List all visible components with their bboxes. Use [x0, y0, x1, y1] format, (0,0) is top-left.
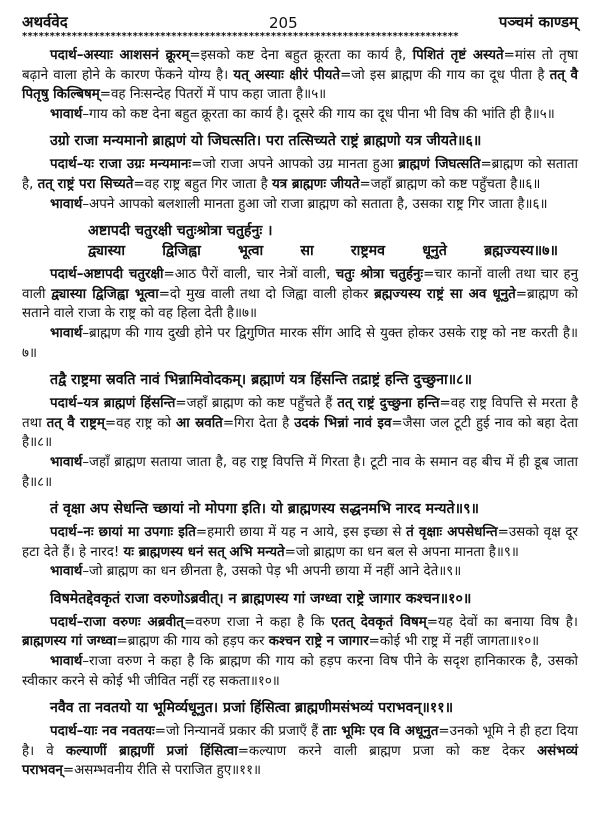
- explanation: =हमारी छाया में यह न आये, इस इच्छा से: [195, 525, 407, 541]
- verse: [50, 589, 578, 609]
- explanation: =जैसा जल टूटी हुई नाव को बहा देता है॥८॥: [22, 415, 579, 451]
- term: एतत् देवकृतं विषम्: [331, 614, 427, 630]
- paragraph: [22, 155, 578, 194]
- term: भावार्थ: [50, 325, 83, 341]
- verse-line: द्व्यास्या द्विजिह्वा भूत्वा सा राष्ट्रमव धूनुते ब्रह्मज्यस्य॥७॥: [88, 243, 558, 260]
- term: तं वृक्षाः अपसेधन्ति: [406, 525, 498, 541]
- explanation: =ब्राह्मण को सताने वाले राजा के राष्ट्र को वह हिला देती है॥७॥: [22, 286, 579, 322]
- explanation: =ब्राह्मण की गाय को हड़प कर: [116, 634, 269, 650]
- explanation: –गाय को कष्ट देना बहुत क्रूरता का कार्य है। दूसरे की गाय का दूध पीना भी विष की भांति ही है॥५॥: [82, 106, 555, 122]
- paragraph: [22, 722, 578, 781]
- term: द्व्यास्या द्विजिह्वा भूत्वा: [51, 286, 159, 302]
- paragraph: [22, 562, 578, 582]
- term: ब्रह्मज्यस्य राष्ट्रं सा अव धूनुते: [374, 286, 516, 302]
- explanation: =इसको कष्ट देना बहुत क्रूरता का कार्य है,: [189, 48, 413, 63]
- verse: [50, 698, 578, 718]
- explanation: =उनको भूमि ने ही हटा दिया है। वे: [22, 724, 579, 759]
- explanation: =जो इस ब्राह्मण की गाय का दूध पीता है: [340, 67, 550, 83]
- term: पदार्थ–याः नव नवतयः: [50, 724, 155, 740]
- term: यः ब्राह्मणस्य धनं सत् अभि मन्यते: [123, 544, 285, 560]
- page-header: [22, 12, 578, 32]
- explanation: –राजा वरुण ने कहा है कि ब्राह्मण की गाय को हड़प करना विष पीने के सदृश हानिकारक है, उसको स्वीकार करने से कोई भी जीवित नहीं रह सकता॥१०॥: [22, 654, 578, 689]
- term: उदकं भिन्नां नावं इव: [294, 415, 392, 431]
- term: पिशितं तृष्टं अस्यते: [412, 48, 504, 63]
- explanation: =उसको वृक्ष दूर हटा देते हैं। हे नारद!: [22, 525, 578, 560]
- explanation: =मांस तो तृषा बढ़ाने वाला होने के कारण फेंकने योग्य है।: [22, 48, 579, 83]
- explanation: =जो निन्यानवें प्रकार की प्रजाएँ हैं: [154, 724, 323, 740]
- term: भावार्थ: [50, 564, 83, 580]
- explanation: =वह निःसन्देह पितरों में पाप कहा जाता है॥५॥: [99, 87, 327, 103]
- verse-line: अष्टापदी चतुरक्षी चतुःश्रोत्रा चतुर्हनुः ।: [88, 223, 273, 240]
- book-title: अथर्ववेद: [22, 13, 68, 31]
- term: पदार्थ–नः छायां मा उपगाः इति: [50, 525, 196, 541]
- explanation: =वरुण राजा ने कहा है कि: [183, 614, 332, 630]
- explanation: =जो ब्राह्मण का धन बल से अपना मानता है॥९॥: [284, 544, 519, 560]
- explanation: =दो मुख वाली तथा दो जिह्वा वाली होकर: [158, 286, 375, 302]
- verse-line: तद्वै राष्ट्रमा स्रवति नावं भिन्नामिवोदकम्। ब्रह्माणं यत्र हिंसन्ति तद्राष्ट्रं हन्ति दुच्छुना॥८॥: [50, 372, 473, 389]
- explanation: –अपने आपको बलशाली मानता हुआ जो राजा ब्राह्मण को सताता है, उसका राष्ट्र गिर जाता है॥६॥: [82, 196, 548, 212]
- term: तत् राष्ट्रं दुच्छुना हन्ति: [337, 396, 440, 412]
- paragraph: [22, 652, 578, 691]
- explanation: –जो ब्राह्मण का धन छीनता है, उसको पेड़ भी अपनी छाया में नहीं आने देते॥९॥: [82, 564, 462, 580]
- explanation: =यह देवों का बनाया विष है।: [426, 614, 578, 630]
- paragraph: [22, 394, 578, 453]
- term: ताः भूमिः एव वि अधूनुत: [322, 724, 439, 740]
- term: पदार्थ–अस्याः आशसनं क्रूरम्: [50, 48, 190, 63]
- term: कश्चन राष्ट्रे न जागार: [268, 634, 369, 650]
- term: तत् वै पितृषु किल्बिषम्: [22, 67, 578, 103]
- verse: [50, 499, 578, 519]
- paragraph: [22, 324, 578, 363]
- term: पदार्थ–यः राजा उग्रः मन्यमानः: [50, 157, 192, 173]
- term: कल्याणीं ब्राह्मणीं प्रजां हिंसित्वा: [65, 743, 238, 759]
- paragraph: [22, 105, 578, 125]
- term: पदार्थ–अष्टापदी चतुरक्षी: [50, 267, 164, 283]
- verse-line: नवैव ता नवतयो या भूमिर्व्यधूनुत। प्रजां हिंसित्वा ब्राह्मणीमसंभव्यं पराभवन्॥११॥: [50, 700, 454, 717]
- term: पदार्थ–राजा वरुणः अब्रवीत्: [50, 614, 184, 630]
- verse-line: उग्रो राजा मन्यमानो ब्राह्मणं यो जिघत्सति। परा तत्सिच्यते राष्ट्रं ब्राह्मणो यत्र जीयते॥६॥: [50, 133, 482, 150]
- term: ब्राह्मणस्य गां जग्ध्वा: [22, 634, 117, 650]
- paragraph: [22, 195, 578, 215]
- explanation: =चार कानों वाली तथा चार हनु वाली: [22, 267, 579, 302]
- term: तत् राष्ट्रं परा सिच्यते: [37, 176, 134, 192]
- paragraph: [22, 453, 578, 492]
- explanation: =आठ पैरों वाली, चार नेत्रों वाली,: [163, 267, 336, 283]
- explanation: =वह राष्ट्र को: [104, 415, 177, 431]
- term: यत्र ब्राह्मणः जीयते: [272, 176, 360, 192]
- term: भावार्थ: [50, 654, 83, 670]
- paragraph: [22, 46, 578, 105]
- term: भावार्थ: [50, 106, 83, 122]
- term: भावार्थ: [50, 454, 83, 470]
- paragraph: [22, 613, 578, 652]
- explanation: =वह राष्ट्र विपत्ति से मरता है तथा: [22, 396, 579, 431]
- header-separator: *******************************************************************************: [22, 32, 459, 42]
- term: ब्राह्मणं जिघत्सति: [398, 157, 481, 173]
- term: भावार्थ: [50, 196, 83, 212]
- explanation: =जहाँ ब्राह्मण को कष्ट पहुँचता है॥६॥: [359, 176, 541, 192]
- explanation: =असम्भवनीय रीति से पराजित हुए॥११॥: [62, 763, 262, 779]
- term: पदार्थ–यत्र ब्राह्मणं हिंसन्ति: [50, 396, 176, 412]
- verse: [50, 370, 578, 390]
- section-title: पञ्चमं काण्डम्: [498, 13, 578, 31]
- page-body: [22, 46, 578, 781]
- term: चतुः श्रोत्रा चतुर्हनुः: [335, 267, 424, 283]
- term: असंभव्यं पराभवन्: [22, 743, 578, 779]
- page-number: 205: [268, 14, 298, 32]
- explanation: =ब्राह्मण को सताता है,: [22, 157, 578, 192]
- verse-line: विषमेतद्देवकृतं राजा वरुणोऽब्रवीत्। न ब्राह्मणस्य गां जग्ध्वा राष्ट्रे जागार कश्चन॥१०॥: [50, 590, 472, 607]
- paragraph: [22, 523, 578, 562]
- paragraph: [22, 265, 578, 324]
- verse-line: तं वृक्षा अप सेधन्ति च्छायां नो मोपगा इति। यो ब्राह्मणस्य सद्धनमभि नारद मन्यते॥९॥: [50, 501, 479, 518]
- explanation: =कोई भी राष्ट्र में नहीं जागता॥१०॥: [368, 634, 540, 650]
- explanation: =जहाँ ब्राह्मण को कष्ट पहुँचते हैं: [175, 396, 338, 412]
- verse: [88, 221, 578, 261]
- term: आ स्रवति: [176, 415, 223, 431]
- explanation: =वह राष्ट्र बहुत गिर जाता है: [133, 176, 272, 192]
- explanation: –ब्राह्मण की गाय दुखी होने पर द्विगुणित मारक सींग आदि से युक्त होकर उसके राष्ट्र को नष्ट करती है॥७॥: [22, 325, 578, 361]
- explanation: =जो राजा अपने आपको उग्र मानता हुआ: [191, 157, 399, 173]
- explanation: =गिरा देता है: [222, 415, 295, 431]
- explanation: =कल्याण करने वाली ब्राह्मण प्रजा को कष्ट देकर: [237, 743, 537, 759]
- term: तत् वै राष्ट्रम्: [46, 415, 105, 431]
- explanation: –जहाँ ब्राह्मण सताया जाता है, वह राष्ट्र विपत्ति में गिरता है। टूटी नाव के समान वह बीच में ही डूब जाता है॥८॥: [22, 454, 578, 490]
- term: यत् अस्याः क्षीरं पीयते: [233, 67, 341, 83]
- verse: [50, 131, 578, 151]
